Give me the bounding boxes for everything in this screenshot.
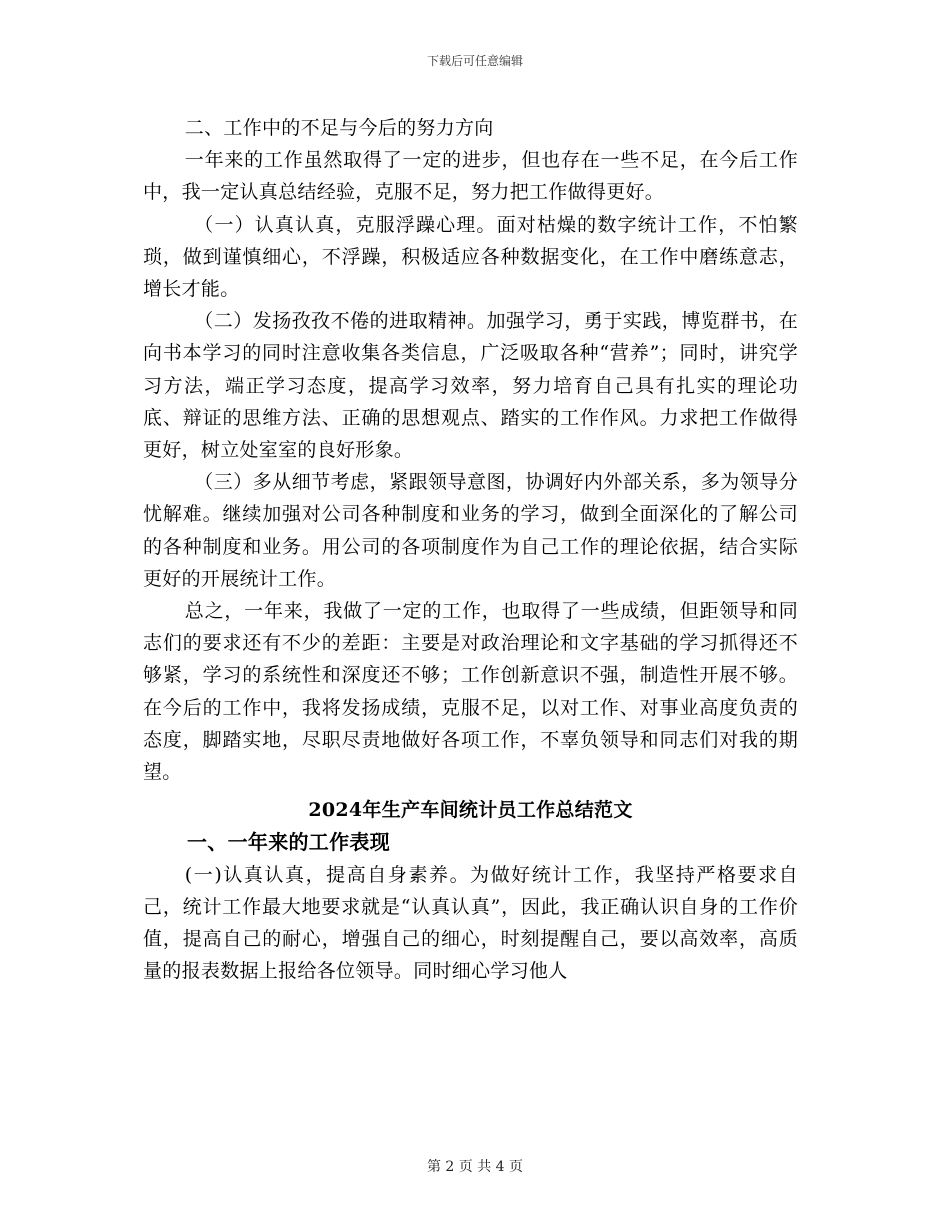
section-heading-shortcomings: 二、工作中的不足与今后的努力方向 xyxy=(184,117,494,139)
paragraph-intro: 一年来的工作虽然取得了一定的进步，但也存在一些不足，在今后工作中，我一定认真总结经验，克服不足，努力把工作做得更好。 xyxy=(143,149,798,204)
paragraph-performance-1: (一)认真认真，提高自身素养。为做好统计工作，我坚持严格要求自己，统计工作最大地要求就是“认真认真”，因此，我正确认识自身的工作价值，提高自己的耐心，增强自己的细心，时刻提醒自己，要以高效率，高质量的报表数据上报给各位领导。同时细心学习他人 xyxy=(143,863,798,983)
paragraph-conclusion: 总之，一年来，我做了一定的工作，也取得了一些成绩，但距领导和同志们的要求还有不少的差距：主要是对政治理论和文字基础的学习抓得还不够紧，学习的系统性和深度还不够；工作创新意识不强，制造性开展不够。在今后的工作中，我将发扬成绩，克服不足，以对工作、对事业高度负责的态度，脚踏实地，尽职尽责地做好各项工作，不辜负领导和同志们对我的期望。 xyxy=(143,600,798,784)
section-heading-performance: 一、一年来的工作表现 xyxy=(187,830,390,855)
document-body xyxy=(143,112,798,987)
paragraph-item-2: （二）发扬孜孜不倦的进取精神。加强学习，勇于实践，博览群书，在向书本学习的同时注意收集各类信息，广泛吸取各种“营养”；同时，讲究学习方法，端正学习态度，提高学习效率，努力培育自己具有扎实的理论功底、辩证的思维方法、正确的思想观点、踏实的工作作风。力求把工作做得更好，树立处室室的良好形象。 xyxy=(143,310,798,462)
document-title: 2024年生产车间统计员工作总结范文 xyxy=(308,799,633,822)
paragraph-item-1: （一）认真认真，克服浮躁心理。面对枯燥的数字统计工作，不怕繁琐，做到谨慎细心，不浮躁，积极适应各种数据变化，在工作中磨练意志，增长才能。 xyxy=(143,213,798,301)
page-number: 第 2 页 共 4 页 xyxy=(426,1159,524,1175)
paragraph-item-3: （三）多从细节考虑，紧跟领导意图，协调好内外部关系，多为领导分忧解难。继续加强对公司各种制度和业务的学习，做到全面深化的了解公司的各种制度和业务。用公司的各项制度作为自己工作的理论依据，结合实际更好的开展统计工作。 xyxy=(143,471,798,590)
page-header-note: 下载后可任意编辑 xyxy=(426,54,523,68)
